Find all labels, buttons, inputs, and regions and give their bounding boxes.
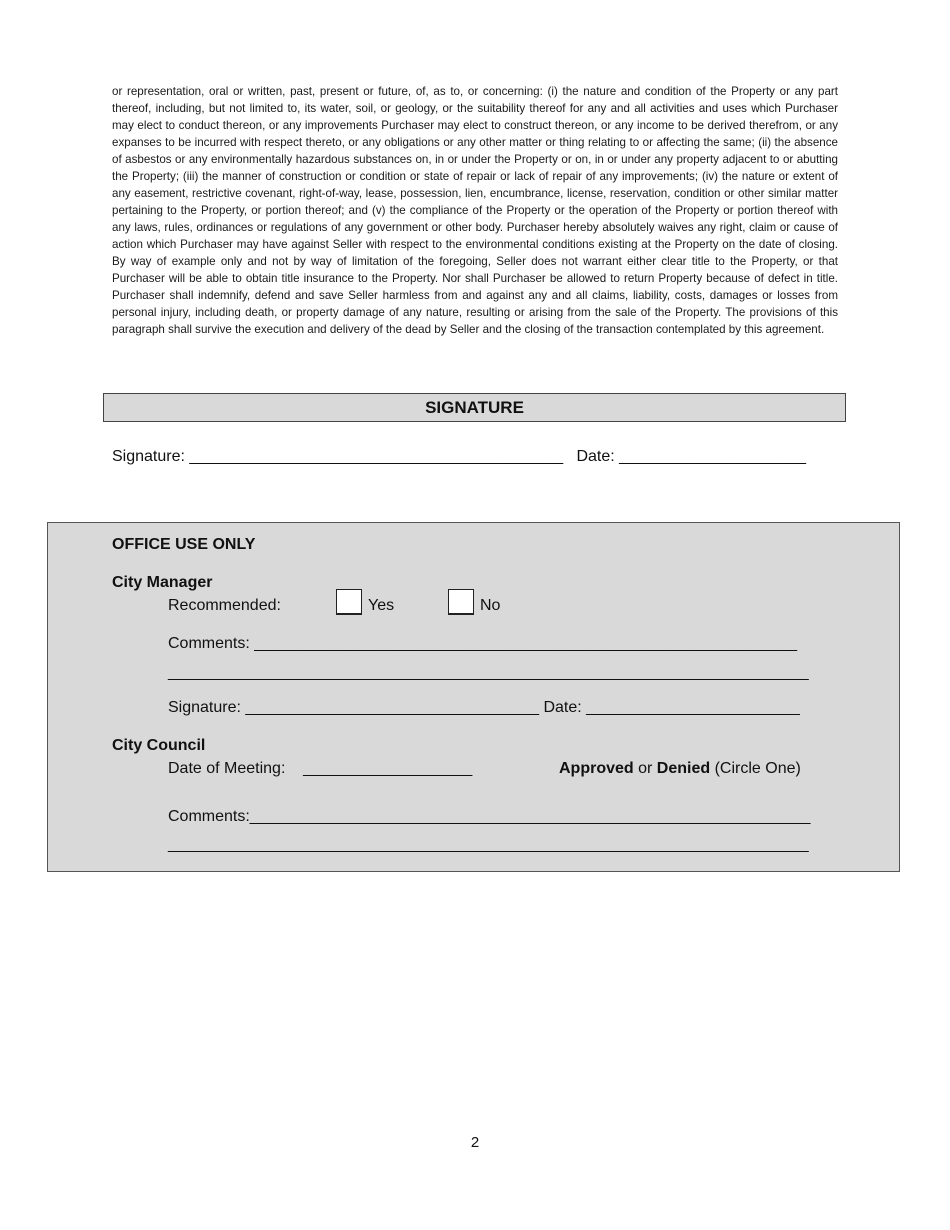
city-council-comments-line-2[interactable]: ________________________________________________________________________ <box>168 836 809 853</box>
recommended-yes-checkbox[interactable] <box>336 589 362 615</box>
city-council-heading: City Council <box>112 737 206 754</box>
page-number: 2 <box>470 1134 480 1151</box>
office-use-only-box <box>47 522 900 872</box>
yes-label: Yes <box>368 597 395 614</box>
office-use-only-title: OFFICE USE ONLY <box>112 536 256 553</box>
recommended-label: Recommended: <box>168 597 281 614</box>
city-manager-signature-line[interactable]: Signature: _________________________________ Date: ________________________ <box>168 699 800 716</box>
signature-date-line[interactable]: Signature: __________________________________________ Date: _____________________ <box>112 448 807 465</box>
signature-section-header: SIGNATURE <box>103 393 846 422</box>
no-label: No <box>480 597 501 614</box>
denied-option[interactable]: Denied <box>656 760 711 777</box>
approval-choice[interactable] <box>559 760 801 778</box>
circle-one-text: (Circle One) <box>710 760 801 777</box>
city-manager-heading: City Manager <box>112 574 213 591</box>
or-text: or <box>633 760 657 777</box>
city-manager-comments-line[interactable]: Comments: _____________________________________________________________ <box>168 635 798 652</box>
city-council-comments-line[interactable]: Comments:_______________________________________________________________ <box>168 808 811 825</box>
city-manager-comments-line-2[interactable]: ________________________________________________________________________ <box>168 664 809 681</box>
disclaimer-paragraph: or representation, oral or written, past, present or future, of, as to, or concerning: (i) the nature and condition of the Property or any part thereof, including, but not limited to, its water, soil, or geology, or the suitability thereof for any and all activities and uses which Purchaser may elect to conduct thereon, or any improvements Purchaser may elect to construct thereon, or any income to be derived therefrom, or any expanses to be incurred with respect thereto, or any obligations or any other matter or thing relating to or affecting the same; (ii) the absence of asbestos or any environmentally hazardous substances on, in or under the Property or on, in or under any property adjacent to or abutting the Property; (iii) the manner of construction or condition or state of repair or lack of repair of any improvements; (iv) the nature or extent of any easement, restrictive covenant, right-of-way, lease, possession, lien, encumbrance, license, reservation, condition or other similar matter pertaining to the Property, or portion thereof; and (v) the compliance of the Property or the operation of the Property or portion thereof with any laws, rules, ordinances or regulations of any government or other body. Purchaser hereby absolutely waives any right, claim or cause of action which Purchaser may have against Seller with respect to the environmental conditions existing at the Property on the date of closing. By way of example only and not by way of limitation of the foregoing, Seller does not warrant either clear title to the Property, or that Purchaser will be able to obtain title insurance to the Property. Nor shall Purchaser be allowed to return Property because of defect in title. Purchaser shall indemnify, defend and save Seller harmless from and against any and all claims, liability, costs, damages or losses from personal injury, including death, or property damage of any nature, resulting or arising from the sale of the Property. The provisions of this paragraph shall survive the execution and delivery of the dead by Seller and the closing of the transaction contemplated by this agreement. <box>112 85 838 336</box>
date-of-meeting-line[interactable]: Date of Meeting: ___________________ <box>168 760 473 777</box>
recommended-no-checkbox[interactable] <box>448 589 474 615</box>
approved-option[interactable]: Approved <box>559 760 634 777</box>
